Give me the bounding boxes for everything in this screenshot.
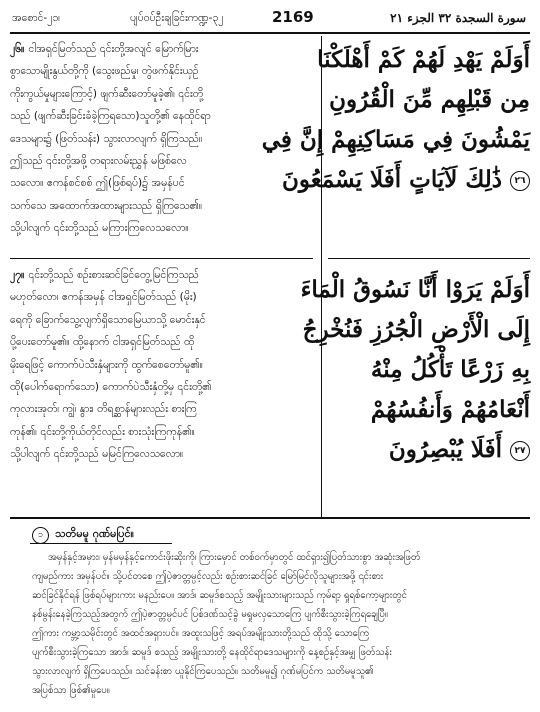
arabic-line: أَفَلَا يُبْصِرُونَ <box>388 436 502 463</box>
footnote-title-text: သတိမမူ ဂုဏ်မပြင်။ <box>55 527 134 540</box>
arabic-line: أَنْعَامُهُمْ وَأَنفُسُهُمْ <box>370 396 530 423</box>
footnote-divider <box>10 517 530 519</box>
verse-line: သလော။ ဧကန်စင်စစ် ဤ(ဖြစ်ရပ်)၌ အမှန်ပင် <box>10 177 185 190</box>
verse-divider <box>10 258 313 259</box>
arabic-line: مِن قَبْلِهِم مِّنَ الْقُرُونِ <box>329 86 530 113</box>
arabic-verse-27 <box>300 270 530 470</box>
footnote-line: ပျက်စီးသွားခဲ့ကြသော အာဒ်၊ ဆမူဒ် စသည့် အမျိုးသားတို့ နေထိုင်ရာဒေသများကို နေ့စဉ်နှင့်အမျှ ဖြတ်သန်း <box>32 647 392 658</box>
arabic-line: ذَٰلِكَ لَآيَاتٍ أَفَلَا يَسْمَعُونَ <box>281 166 502 193</box>
page-header <box>10 8 530 30</box>
arabic-divider <box>328 258 530 259</box>
header-divider <box>10 32 530 34</box>
verse-line: ငါအရှင်မြတ်သည် ၎င်းတို့အလျင် မြောက်မြား <box>28 43 199 55</box>
ayah-number-marker: ٢٧ <box>510 441 530 461</box>
footnote-number-badge: ၁ <box>32 527 49 544</box>
arabic-line: أَوَلَمْ يَرَوْا أَنَّا نَسُوقُ الْمَاءَ <box>300 276 530 303</box>
verse-line: ၎င်းတို့သည် စဉ်းစားဆင်ခြင်တွေ့မြင်ကြသည် <box>28 269 199 281</box>
translation-column <box>10 36 313 518</box>
footnote-line: ဤကား ကမ္ဘာ့သမိုင်းတွင် အထင်အရှားပင်။ အထူးသဖြင့် အရပ်အမျိုးသားတို့သည် ထိုသို့ သောကြေ <box>32 628 370 639</box>
footnote-line: ဆင်ခြင်နိုင်ရန် ဖြစ်ရပ်များကား မနည်းပေ။ အာဒ်၊ ဆမူဒ်စသည့် အမျိုးသားများသည် ကုမ်ရာ့ ရှုရစ်ကော့များတွင် <box>32 590 407 601</box>
footnote-line: နစ်မွန်းနေခဲ့ကြသည့်အတွက် ဤပဲ့ဇာတ္တမ္ပင်ပင် ပြစ်ဒဏ်သင့်ခွဲ မရှုမလှသောကြေ ပျက်စီးသွားခဲ့ကြရချေပြီ။ <box>32 609 388 620</box>
arabic-verse-26 <box>261 40 530 200</box>
verse-line: မိုးရေဖြင့် ကောက်ပဲသီးနှံများကို ထွက်စေတော်မူ၏။ <box>10 358 203 371</box>
quran-page <box>10 8 530 704</box>
footnote-title-underline <box>30 543 172 544</box>
verse-line: သို့ပါလျက် ၎င်းတို့သည် မမြင်ကြလေသလော။ <box>10 448 184 461</box>
verse-line: စွာသောမျိုးနွယ်တို့ကို (သွေးဖည်မှု၊ တွဲဖက်နိုင်းယှဉ် <box>10 65 199 78</box>
footnote-line: အပြစ်သာ ဖြစ်၏မှုပေ။ <box>32 685 110 696</box>
ayah-number-marker: ٢٦ <box>510 171 530 191</box>
verse-line: သည် (ဖျက်ဆီးခြင်းခံခဲ့ကြရသော)သူတို့၏ နေထိုင်ရာ <box>10 110 211 123</box>
arabic-line: بِهِ زَرْعًا تَأْكُلُ مِنْهُ <box>370 356 530 383</box>
verse-number: ၂၆။ <box>10 43 25 55</box>
footnote-line: ကျမည်ကား အမှန်ပင်။ သို့ပင်တစေ ဤပဲ့ဇာတ္တမ္ပင့်လည်း စဉ်းစားဆင်ခြင် မြော်မြင်လိုသူများအဖို့ ၎င်းစား <box>32 571 384 582</box>
verse-line: ကုလားအုတ်၊ ကျွဲ၊ နွား၊ တိရစ္ဆာန်များလည်း စားကြ <box>10 403 197 416</box>
verse-number: ၂၇။ <box>10 269 25 281</box>
footnote-title <box>32 527 134 544</box>
arabic-line: إِلَى الْأَرْضِ الْجُرُزِ فَنُخْرِجُ <box>302 316 530 343</box>
verse-line: ဤသည် ၎င်းတို့အဖို့ တရားလမ်းညွှန် မဖြစ်လေ <box>10 155 187 168</box>
verse-line: ဒေသများ၌ (ဖြတ်သန်း) သွားလာလျက် ရှိကြသည်။ <box>10 132 203 145</box>
arabic-line: يَمْشُونَ فِي مَسَاكِنِهِمْ إِنَّ فِي <box>261 126 530 153</box>
page-number: 2169 <box>272 8 314 26</box>
verse-line: သက်သေ အထောက်အထားများသည် ရှိကြသေ၏။ <box>10 199 203 212</box>
arabic-line: أَوَلَمْ يَهْدِ لَهُمْ كَمْ أَهْلَكْنَا <box>317 46 530 73</box>
verse-line: သို့ပါလျက် ၎င်းတို့သည် မကြားကြလေသလော။ <box>10 222 189 235</box>
verse-line: ကိုးကွယ်မှုများကြောင့်) ဖျက်ဆီးတော်မူခဲ့၏၊ ၎င်းတို့ <box>10 87 204 100</box>
verse-line: မဟုတ်လော၊ ဧကန်အမှန် ငါအရှင်မြတ်သည် (မိုး) <box>10 291 197 304</box>
header-surah: سورة السجدة ٣٢ الجزء ٢١ <box>390 11 526 25</box>
verse-line: ထို(ပေါက်ရောက်သော) ကောက်ပဲသီးနှံတို့မှ ၎င်းတို့၏ <box>10 381 212 394</box>
footnote-line: အမှန်နှင့်အမှား၊ မှန်မမှန်နှင့်ကောင်းဖိုးဆိုးကို၊ ကြားမှောင် တစ်ဝက်မှာတွင် ထင်ရှား၍ပြတ်သားစွာ အဆုံးအဖြတ် <box>48 552 421 563</box>
header-chapter: ပျပ်ဝပ်ဦးချခြင်းကဏ္ဍ-၃၂ <box>130 12 224 24</box>
header-volume: အစောင်-၂၁၊ <box>12 12 60 24</box>
verse-line: ပို့ပေးတော်မူ၏။ ထို့နောက် ငါအရှင်မြတ်သည် ထို <box>10 336 195 349</box>
verse-line: ကုန်၏၊ ၎င်းတို့ကိုယ်တိုင်လည်း စားသုံးကြကုန်၏။ <box>10 425 195 438</box>
verse-27-translation <box>10 264 313 466</box>
footnote-body <box>32 548 528 700</box>
verse-line: ရေကို ခြောက်သွေ့လျက်ရှိသောမြေယာသို့ မောင်းနှင် <box>10 313 206 326</box>
footnote-line: သွားလာလျက် ရှိကြပေသည်။ သင်ခန်းစာ ယူနိုင်ကြပေသည်။ သတိမမူ၍ ဂုဏ်မပြင်က သတိမမူသူ၏ <box>32 666 374 677</box>
